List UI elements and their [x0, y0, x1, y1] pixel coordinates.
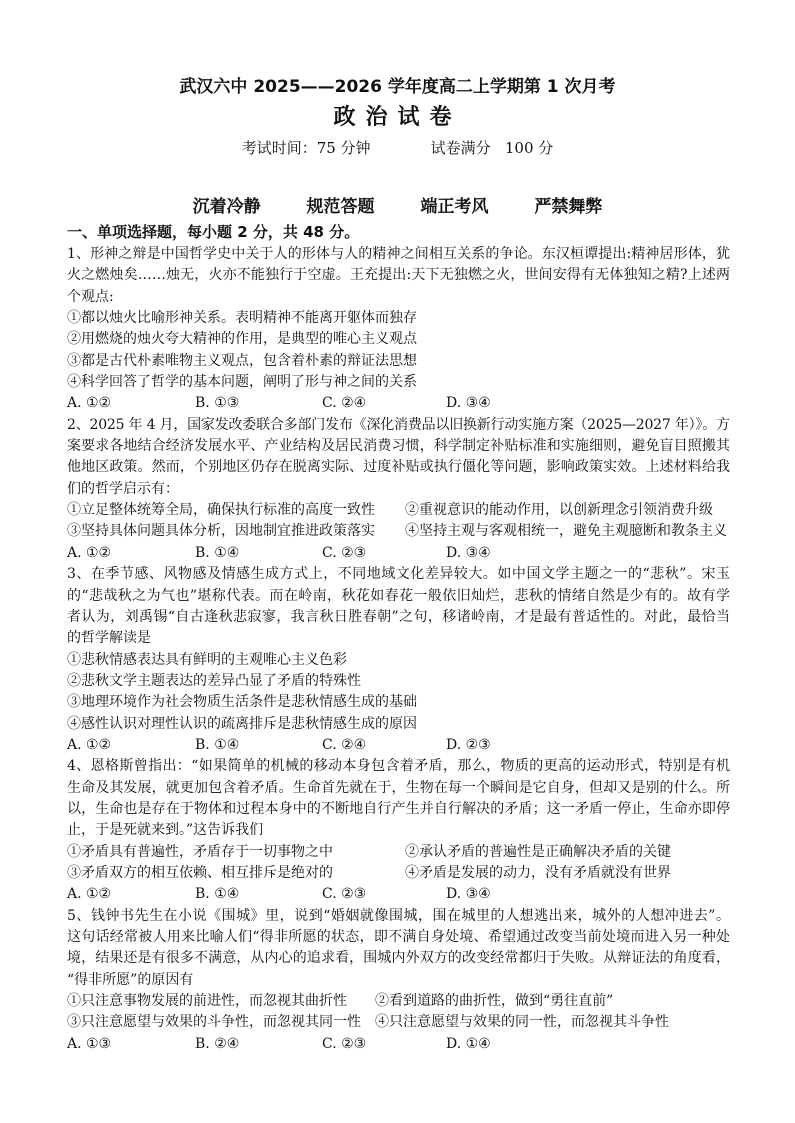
statement-option: ④科学回答了哲学的基本问题，阐明了形与神之间的关系 [67, 374, 417, 391]
answer-choice-A: A. ①② [67, 544, 112, 561]
statement-option: ①矛盾具有普遍性，矛盾存于一切事物之中 [67, 843, 333, 860]
statement-option: ③坚持具体问题具体分析，因地制宜推进政策落实 [67, 523, 375, 540]
question-stem-line: 止，于是死就来到。”这告诉我们 [67, 822, 264, 839]
question-5 [67, 906, 730, 1055]
answer-choice-D: D. ①④ [446, 1035, 491, 1052]
answer-choice-B: B. ①④ [195, 886, 240, 903]
statement-option: ③都是古代朴素唯物主义观点，包含着朴素的辩证法思想 [67, 352, 417, 369]
statement-option: ③只注意愿望与效果的斗争性，而忽视其同一性 [67, 1014, 361, 1031]
question-stem-line: 4、恩格斯曾指出：“如果简单的机械的移动本身包含着矛盾，那么，物质的更高的运动形式，特别是有机 [67, 758, 731, 775]
question-stem-line: 这句话经常被人用来比喻人们“得非所愿的状态，即不满自身处境、希望通过改变当前处境而进入另一种处 [67, 929, 731, 945]
answer-choices [67, 1034, 730, 1055]
answer-choices [67, 735, 730, 756]
question-3 [67, 564, 730, 756]
statement-option: ④矛盾是发展的动力，没有矛盾就没有世界 [405, 864, 671, 881]
question-stem-line: 个观点: [67, 288, 114, 305]
question-stem-line: 的哲学解读是 [67, 630, 151, 647]
question-stem-line: 者认为，刘禹锡“自古逢秋悲寂寥，我言秋日胜春朝”之句，移诸岭南，才是最有普适性的。对此，最恰当 [67, 608, 731, 625]
statement-option: ④感性认识对理性认识的疏离排斥是悲秋情感生成的原因 [67, 715, 417, 732]
answer-choice-C: C. ②③ [322, 544, 367, 561]
question-stem-line: 1、形神之辩是中国哲学史中关于人的形体与人的精神之间相互关系的争论。东汉桓谭提出:精神居形体，犹 [67, 246, 731, 262]
statement-option: ④只注意愿望与效果的同一性，而忽视其斗争性 [375, 1014, 669, 1031]
exam-subject: 政治试卷 [333, 105, 462, 130]
motto-item: 规范答题 [306, 197, 375, 217]
statement-option: ①只注意事物发展的前进性，而忽视其曲折性 [67, 993, 347, 1010]
answer-choice-D: D. ③④ [446, 395, 491, 412]
option-row [67, 991, 730, 1012]
answer-choice-B: B. ②④ [195, 1035, 240, 1052]
answer-choice-B: B. ①④ [195, 736, 240, 753]
exam-info [0, 138, 795, 158]
question-stem-line: 案要求各地结合经济发展水平、产业结构及居民消费习惯，科学制定补贴标准和实施细则，避免盲目照搬其 [67, 438, 731, 455]
option-row [67, 500, 730, 521]
answer-choice-B: B. ①④ [195, 544, 240, 561]
option-row [67, 521, 730, 542]
question-stem-line: 3、在季节感、风物感及情感生成方式上，不同地域文化差异较大。如中国文学主题之一的“悲秋”。宋玉 [67, 566, 731, 583]
motto-item: 沉着冷静 [192, 197, 261, 217]
question-1 [67, 244, 730, 415]
answer-choices [67, 884, 730, 905]
option-row [67, 1012, 730, 1033]
statement-option: ①都以烛火比喻形神关系。表明精神不能离开躯体而独存 [67, 310, 417, 327]
answer-choices [67, 393, 730, 414]
section-heading: 一、单项选择题，每小题 2 分，共 48 分。 [67, 223, 360, 241]
motto-item: 端正考风 [420, 197, 489, 217]
statement-option: ①悲秋情感表达具有鲜明的主观唯心主义色彩 [67, 651, 347, 668]
answer-choice-C: C. ②③ [322, 1035, 367, 1052]
statement-option: ②看到道路的曲折性，做到“勇往直前” [375, 993, 614, 1010]
answer-choice-D: D. ③④ [446, 886, 491, 903]
full-score: 试卷满分 100 分 [430, 139, 554, 157]
answer-choice-A: A. ①② [67, 395, 112, 412]
exam-time: 考试时间：75 分钟 [241, 139, 371, 157]
question-2 [67, 415, 730, 564]
option-row [67, 842, 730, 863]
answer-choice-A: A. ①② [67, 736, 112, 753]
exam-motto [0, 196, 795, 218]
statement-option: ②重视意识的能动作用，以创新理念引领消费升级 [405, 502, 713, 519]
question-stem-line: 2、2025 年 4 月，国家发改委联合多部门发布《深化消费品以旧换新行动实施方案（2025—2027 年）》。方 [67, 416, 730, 433]
question-stem-line: 的“悲哉秋之为气也”堪称代表。而在岭南，秋花如春花一般依旧灿烂，悲秋的情绪自然是少有的。故有学 [67, 587, 731, 604]
motto-item: 严禁舞弊 [534, 197, 603, 217]
statement-option: ③地理环境作为社会物质生活条件是悲秋情感生成的基础 [67, 694, 417, 711]
answer-choice-C: C. ②③ [322, 886, 367, 903]
statement-option: ②用燃烧的烛火夸大精神的作用，是典型的唯心主义观点 [67, 331, 417, 348]
question-stem-line: “得非所愿”的原因有 [67, 971, 194, 988]
answer-choice-B: B. ①③ [195, 395, 240, 412]
statement-option: ①立足整体统筹全局，确保执行标准的高度一致性 [67, 502, 375, 519]
answer-choices [67, 543, 730, 564]
option-row [67, 863, 730, 884]
statement-option: ③矛盾双方的相互依赖、相互排斥是绝对的 [67, 864, 333, 881]
question-stem-line: 生命及其发展，就更加包含着矛盾。生命首先就在于，生物在每一个瞬间是它自身，但却又是别的什么。所 [67, 779, 731, 796]
exam-title: 武汉六中 2025——2026 学年度高二上学期第 1 次月考 [179, 77, 616, 97]
answer-choice-C: C. ②④ [322, 395, 367, 412]
question-stem-line: 火之燃烛矣……烛无，火亦不能独行于空虚。王充提出:天下无独燃之火，世间安得有无体独知之精?上述两 [67, 267, 731, 284]
question-list [67, 244, 730, 1055]
question-4 [67, 756, 730, 905]
answer-choice-A: A. ①③ [67, 1035, 112, 1052]
question-stem-line: 以，生命也是存在于物体和过程本身中的不断地自行产生并自行解决的矛盾；这一矛盾一停止，生命亦即停 [67, 800, 731, 817]
question-stem-line: 他地区政策。然而，个别地区仍存在脱离实际、过度补贴或执行僵化等问题，影响政策实效。上述材料给我 [67, 459, 731, 476]
question-stem-line: 5、钱钟书先生在小说《围城》里，说到“婚姻就像围城，围在城里的人想逃出来，城外的人想冲进去”。 [67, 907, 731, 924]
question-stem-line: 们的哲学启示有： [67, 480, 179, 497]
statement-option: ②悲秋文学主题表达的差异凸显了矛盾的特殊性 [67, 672, 361, 689]
answer-choice-C: C. ②④ [322, 736, 367, 753]
statement-option: ②承认矛盾的普遍性是正确解决矛盾的关键 [405, 843, 671, 860]
answer-choice-A: A. ①② [67, 886, 112, 903]
question-stem-line: 境，结果还是有很多不满意，从内心的追求看，围城内外双方的改变经常都归于失败。从辩证法的角度看， [67, 950, 731, 967]
statement-option: ④坚持主观与客观相统一，避免主观臆断和教条主义 [405, 523, 727, 540]
answer-choice-D: D. ②③ [446, 736, 491, 753]
answer-choice-D: D. ③④ [446, 544, 491, 561]
